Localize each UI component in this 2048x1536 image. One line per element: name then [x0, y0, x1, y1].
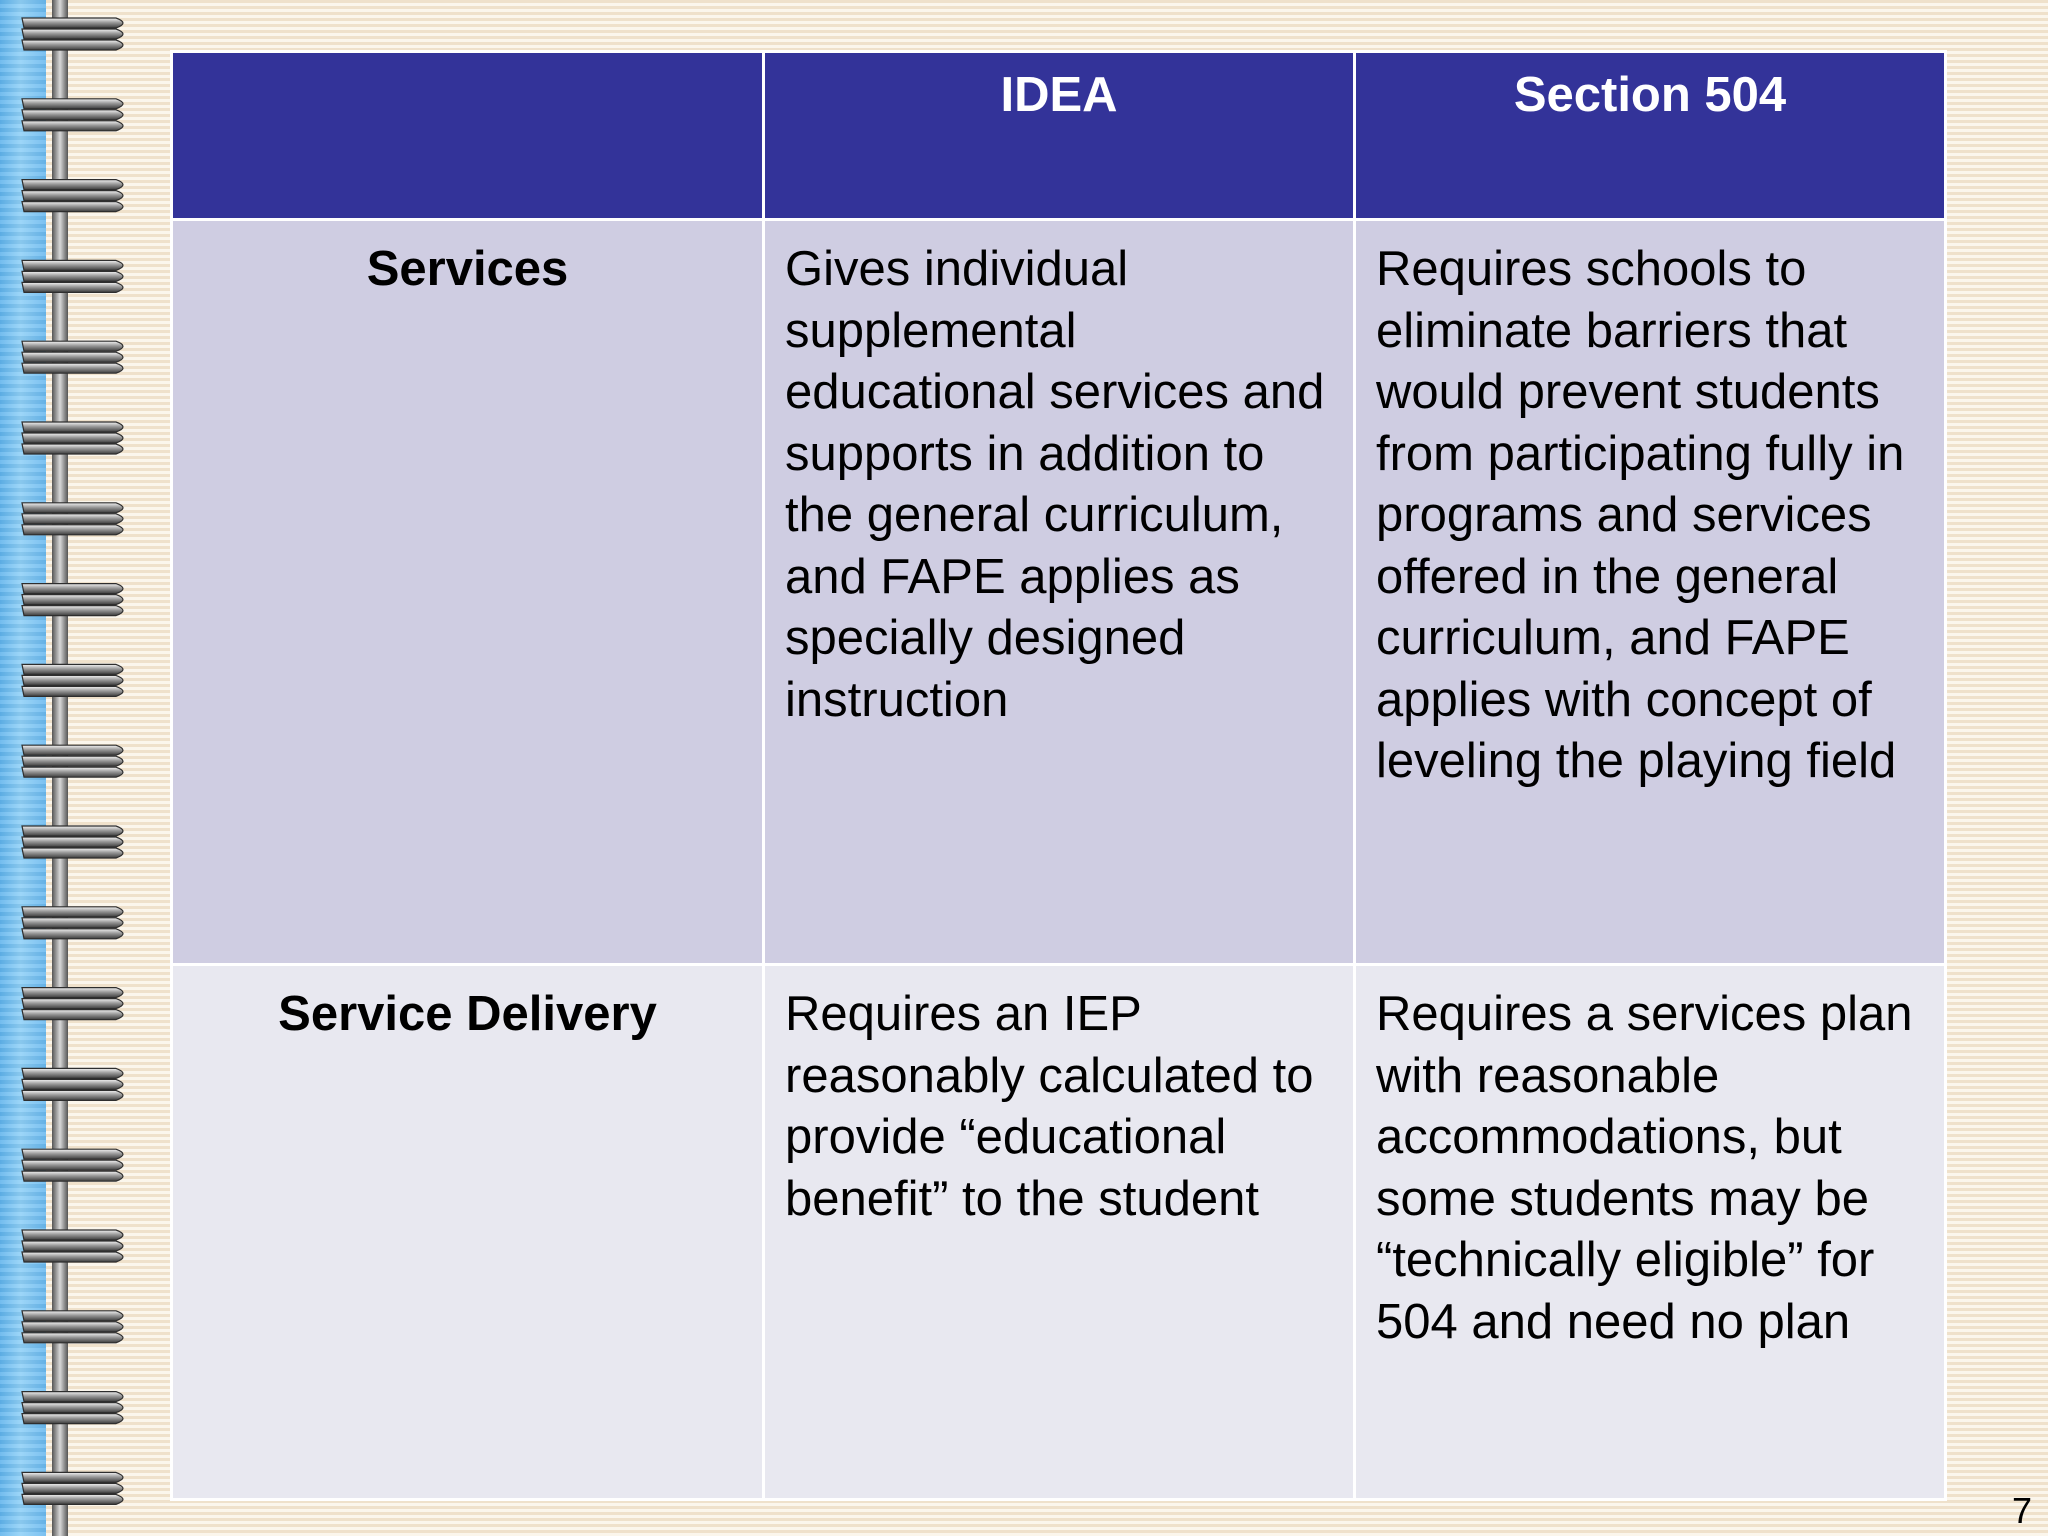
table-row-service-delivery [172, 965, 1946, 1500]
page-number: 7 [2011, 1490, 2032, 1531]
binding-ring [22, 341, 123, 373]
binding-ring [22, 907, 123, 939]
binding-ring [22, 988, 123, 1020]
binding-ring [22, 503, 123, 535]
binding-ring [22, 745, 123, 777]
binding-ring [22, 826, 123, 858]
binding-ring [22, 1149, 123, 1181]
binding-ring [22, 18, 123, 50]
cell-delivery-504: Requires a services plan with reasonable accommodations, but some students may be “technically eligible” for 504 and need no plan [1355, 965, 1946, 1500]
comparison-table [170, 50, 1947, 1501]
binding-ring [22, 584, 123, 616]
cell-delivery-idea: Requires an IEP reasonably calculated to provide “educational benefit” to the student [764, 965, 1355, 1500]
row-label-service-delivery: Service Delivery [172, 965, 764, 1500]
header-empty-cell [172, 52, 764, 220]
binding-ring [22, 260, 123, 292]
binding-ring [22, 664, 123, 696]
header-idea: IDEA [764, 52, 1355, 220]
binding-ring [22, 1068, 123, 1100]
binding-ring [22, 99, 123, 131]
cell-services-504: Requires schools to eliminate barriers that would prevent students from participating fully in programs and services offered in the general curriculum, and FAPE applies with concept of leveling the playing field [1355, 220, 1946, 965]
binding-ring [22, 1311, 123, 1343]
binding-ring [22, 1472, 123, 1504]
binding-ring [22, 180, 123, 212]
row-label-services: Services [172, 220, 764, 965]
table-header-row [172, 52, 1946, 220]
binding-ring [22, 422, 123, 454]
binding-ring [22, 1392, 123, 1424]
header-section-504: Section 504 [1355, 52, 1946, 220]
binding-ring [22, 1230, 123, 1262]
spiral-binding-icon [0, 0, 140, 1536]
table-row-services [172, 220, 1946, 965]
cell-services-idea: Gives individual supplemental educational services and supports in addition to the general curriculum, and FAPE applies as specially designed instruction [764, 220, 1355, 965]
